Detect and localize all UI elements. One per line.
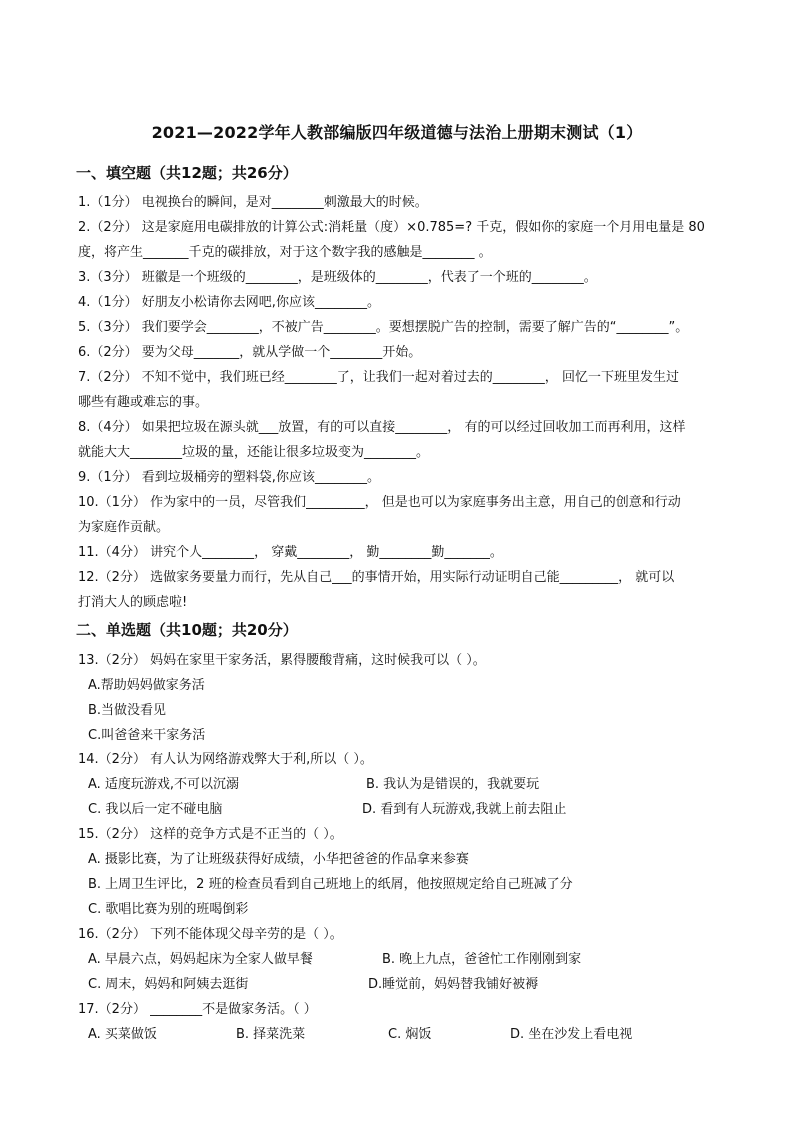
question-17-option-d: D. 坐在沙发上看电视 (510, 1027, 633, 1042)
question-13-option-c: C.叫爸爸来干家务活 (88, 728, 206, 743)
question-16-option-b: B. 晚上九点，爸爸忙工作刚刚到家 (382, 952, 582, 967)
question-17-option-a: A. 买菜做饭 (88, 1027, 157, 1042)
fill-line-11: 就能大大________垃圾的量，还能让很多垃圾变为________。 (78, 445, 430, 460)
fill-line-10: 8.（4分） 如果把垃圾在源头就___放置，有的可以直接________， 有的可以经过回收加工而再利用，这样 (78, 420, 686, 435)
fill-line-5: 4.（1分） 好朋友小松请你去网吧,你应该________。 (78, 295, 380, 310)
section-fill-heading: 一、填空题（共12题；共26分） (76, 164, 298, 182)
question-13-stem: 13.（2分） 妈妈在家里干家务活，累得腰酸背痛，这时候我可以（ ）。 (78, 653, 486, 668)
fill-line-17: 打消大人的顾虑啦! (78, 595, 188, 610)
question-14-option-b: B. 我认为是错误的，我就要玩 (366, 777, 540, 792)
fill-line-3: 度，将产生_______千克的碳排放，对于这个数字我的感触是________ 。 (78, 245, 492, 260)
fill-line-13: 10.（1分） 作为家中的一员，尽管我们_________， 但是也可以为家庭事务出主意，用自己的创意和行动 (78, 495, 681, 510)
question-13-option-a: A.帮助妈妈做家务活 (88, 678, 205, 693)
question-14-option-c: C. 我以后一定不碰电脑 (88, 802, 223, 817)
question-14-option-d: D. 看到有人玩游戏,我就上前去阻止 (362, 802, 567, 817)
question-14-option-a: A. 适度玩游戏,不可以沉溺 (88, 777, 240, 792)
fill-line-14: 为家庭作贡献。 (78, 520, 170, 535)
fill-line-1: 1.（1分） 电视换台的瞬间，是对________刺激最大的时候。 (78, 195, 428, 210)
exam-title: 2021—2022学年人教部编版四年级道德与法治上册期末测试（1） (151, 123, 643, 142)
section-single-heading: 二、单选题（共10题；共20分） (76, 621, 298, 639)
question-16-option-d: D.睡觉前，妈妈替我铺好被褥 (368, 977, 539, 992)
question-13-option-b: B.当做没看见 (88, 703, 167, 718)
fill-line-12: 9.（1分） 看到垃圾桶旁的塑料袋,你应该________。 (78, 470, 380, 485)
question-15-stem: 15.（2分） 这样的竞争方式是不正当的（ ）。 (78, 827, 343, 842)
fill-line-6: 5.（3分） 我们要学会________，不被广告________。要想摆脱广告的控制，需要了解广告的“________”。 (78, 320, 689, 335)
fill-line-15: 11.（4分） 讲究个人________， 穿戴________， 勤________勤_______。 (78, 545, 503, 560)
question-17-stem: 17.（2分） ________不是做家务活。（ ） (78, 1002, 317, 1017)
fill-line-2: 2.（2分） 这是家庭用电碳排放的计算公式:消耗量（度）×0.785=? 千克，假如你的家庭一个月用电量是 80 (78, 220, 705, 235)
question-15-option-b: B. 上周卫生评比，2 班的检查员看到自己班地上的纸屑，他按照规定给自己班减了分 (88, 877, 573, 892)
question-16-option-c: C. 周末，妈妈和阿姨去逛街 (88, 977, 249, 992)
fill-line-9: 哪些有趣或难忘的事。 (78, 395, 209, 410)
question-15-option-c: C. 歌唱比赛为别的班喝倒彩 (88, 902, 249, 917)
fill-line-4: 3.（3分） 班徽是一个班级的________，是班级体的________，代表了一个班的________。 (78, 270, 597, 285)
question-17-option-b: B. 择菜洗菜 (236, 1027, 306, 1042)
question-16-option-a: A. 早晨六点，妈妈起床为全家人做早餐 (88, 952, 313, 967)
question-15-option-a: A. 摄影比赛，为了让班级获得好成绩，小华把爸爸的作品拿来参赛 (88, 852, 469, 867)
question-14-stem: 14.（2分） 有人认为网络游戏弊大于利,所以（ ）。 (78, 752, 373, 767)
question-16-stem: 16.（2分） 下列不能体现父母辛劳的是（ ）。 (78, 927, 343, 942)
question-17-option-c: C. 焖饭 (388, 1027, 432, 1042)
fill-line-8: 7.（2分） 不知不觉中，我们班已经________了，让我们一起对着过去的________， 回忆一下班里发生过 (78, 370, 679, 385)
fill-line-16: 12.（2分） 选做家务要量力而行，先从自己___的事情开始，用实际行动证明自己能_________， 就可以 (78, 570, 675, 585)
fill-line-7: 6.（2分） 要为父母_______，就从学做一个________开始。 (78, 345, 422, 360)
